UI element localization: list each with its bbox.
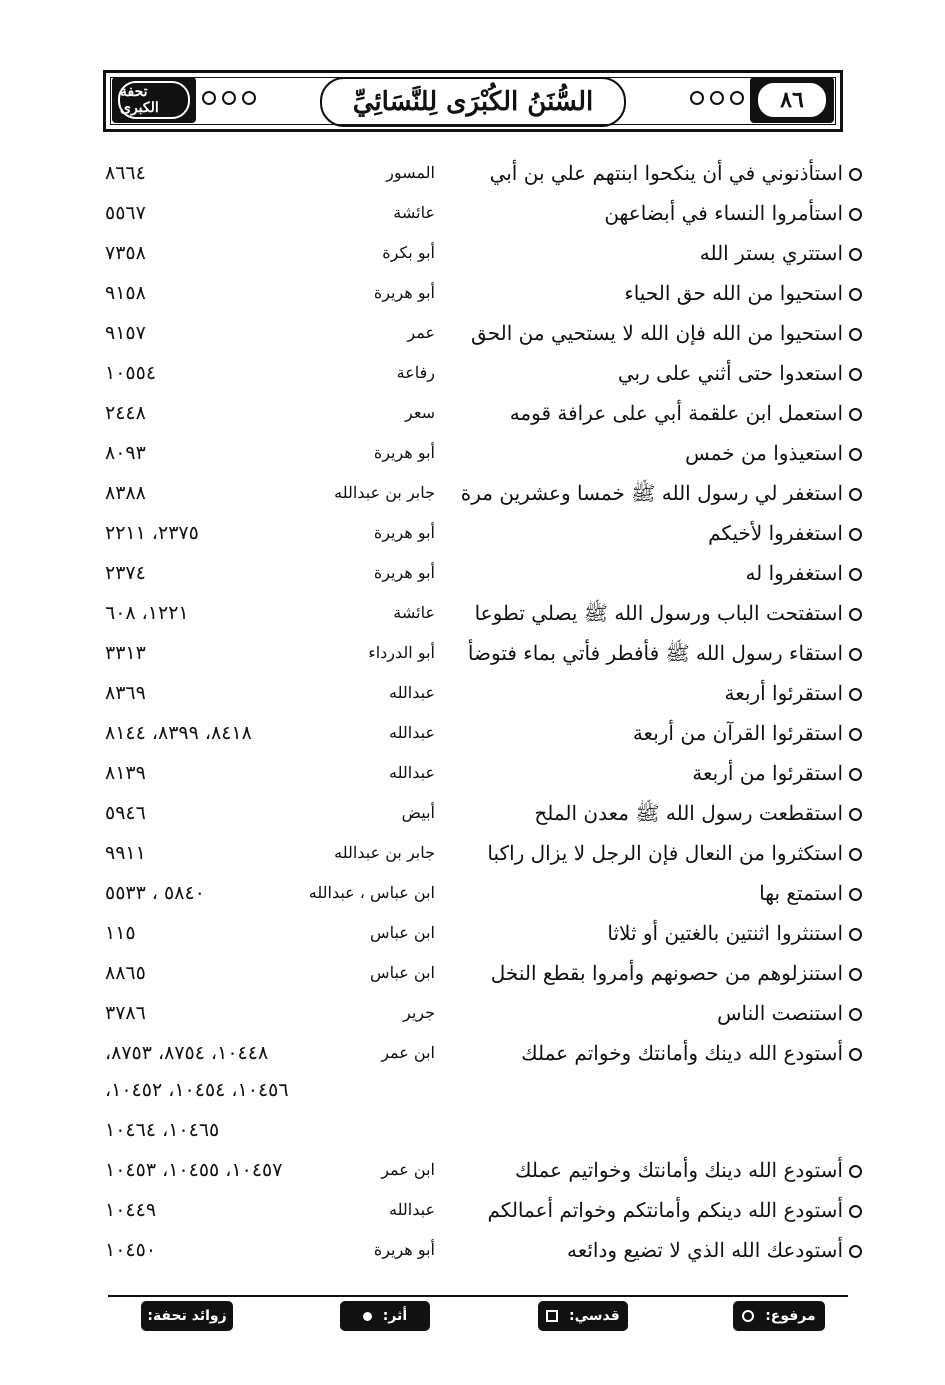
marfu-circle-icon xyxy=(849,728,862,741)
index-entry xyxy=(0,953,945,993)
reference-numbers: ٥٩٤٦ xyxy=(105,802,146,824)
asterisk-icon: ※ xyxy=(177,1338,191,1354)
index-entry xyxy=(0,393,945,433)
reference-numbers: ٩١٥٧ xyxy=(105,322,146,344)
reference-numbers: ٥٨٤٠ ، ٥٥٣٣ xyxy=(105,882,205,904)
index-entry xyxy=(0,913,945,953)
hadith-opening xyxy=(442,393,862,433)
hadith-opening xyxy=(442,633,862,673)
narrator-name: أبو الدرداء xyxy=(368,643,435,662)
hadith-text: استكثروا من النعال فإن الرجل لا يزال راكبا xyxy=(487,841,843,865)
reference-numbers-continued: ١٠٤٥٦، ١٠٤٥٤، ١٠٤٥٢، xyxy=(105,1079,289,1101)
hadith-opening xyxy=(442,793,862,833)
legend-marfu xyxy=(733,1301,825,1331)
hadith-opening xyxy=(442,153,862,193)
hadith-text: أستودعك الله الذي لا تضيع ودائعه xyxy=(566,1238,843,1262)
narrator-name: أبيض xyxy=(401,803,435,822)
hadith-opening xyxy=(442,753,862,793)
reference-numbers: ٨٣٦٩ xyxy=(105,682,146,704)
hadith-text: استنثروا اثنتين بالغتين أو ثلاثا xyxy=(607,921,843,945)
hadith-opening xyxy=(442,193,862,233)
legend-zawaid xyxy=(141,1301,233,1354)
marfu-circle-icon xyxy=(849,1205,862,1218)
hadith-opening xyxy=(442,1150,862,1190)
hadith-text: استقرئوا من أربعة xyxy=(692,761,843,785)
narrator-name: أبو هريرة xyxy=(373,523,435,542)
hadith-opening xyxy=(442,233,862,273)
marfu-circle-icon xyxy=(849,528,862,541)
filled-circle-icon xyxy=(363,1312,372,1321)
reference-numbers: ٨١٣٩ xyxy=(105,762,146,784)
narrator-name: سعر xyxy=(405,403,435,422)
legend-athar xyxy=(340,1301,430,1331)
book-title: السُّنَنُ الكُبْرَى لِلنَّسَائِيِّ xyxy=(320,77,626,127)
narrator-name: المسور xyxy=(386,163,435,182)
marfu-circle-icon xyxy=(849,168,862,181)
hadith-opening xyxy=(442,953,862,993)
reference-numbers: ٣٧٨٦ xyxy=(105,1002,146,1024)
hadith-opening xyxy=(442,913,862,953)
hadith-text: استعدوا حتى أثني على ربي xyxy=(617,361,843,385)
hadith-opening xyxy=(442,593,862,633)
index-entry xyxy=(0,633,945,673)
hadith-text: استقاء رسول الله ﷺ فأفطر فأتي بماء فتوضأ xyxy=(467,641,843,665)
hadith-opening xyxy=(442,1230,862,1270)
reference-numbers: ١٠٤٤٩ xyxy=(105,1199,157,1221)
hadith-opening xyxy=(442,1190,862,1230)
index-entry xyxy=(0,833,945,873)
index-entry xyxy=(0,753,945,793)
reference-numbers: ٢٤٤٨ xyxy=(105,402,146,424)
hollow-circle-icon xyxy=(742,1310,754,1322)
narrator-name: عائشة xyxy=(393,203,435,222)
hadith-text: استغفروا لأخيكم xyxy=(708,521,843,545)
narrator-name: جابر بن عبدالله xyxy=(334,843,435,862)
index-entry xyxy=(0,673,945,713)
hadith-text: استحيوا من الله حق الحياء xyxy=(624,281,843,305)
marfu-circle-icon xyxy=(849,288,862,301)
index-entry xyxy=(0,1230,945,1270)
narrator-name: جابر بن عبدالله xyxy=(334,483,435,502)
legend-marfu-label: مرفوع: xyxy=(765,1308,816,1324)
hadith-text: أستودع الله دينكم وأمانتكم وخواتم أعمالكم xyxy=(487,1198,843,1222)
reference-numbers: ٩١٥٨ xyxy=(105,282,146,304)
hadith-text: استمتع بها xyxy=(759,881,843,905)
hadith-opening xyxy=(442,433,862,473)
index-entry xyxy=(0,873,945,913)
marfu-circle-icon xyxy=(849,888,862,901)
narrator-name: ابن عباس xyxy=(370,963,435,982)
index-entry xyxy=(0,313,945,353)
hadith-opening xyxy=(442,353,862,393)
narrator-name: أبو هريرة xyxy=(373,443,435,462)
marfu-circle-icon xyxy=(849,608,862,621)
index-entry xyxy=(0,353,945,393)
legend-athar-label: أثر: xyxy=(382,1308,408,1324)
marfu-circle-icon xyxy=(849,1165,862,1178)
reference-numbers: ٨٣٨٨ xyxy=(105,482,146,504)
hadith-text: استقرئوا أربعة xyxy=(724,681,843,705)
reference-numbers: ١٠٤٥٧، ١٠٤٥٥، ١٠٤٥٣ xyxy=(105,1159,283,1181)
index-entry xyxy=(0,433,945,473)
marfu-circle-icon xyxy=(849,1245,862,1258)
narrator-name: ابن عباس ، عبدالله xyxy=(308,883,435,902)
hadith-text: استحيوا من الله فإن الله لا يستحيي من الحق xyxy=(471,321,843,345)
reference-numbers: ١٠٤٥٠ xyxy=(105,1239,157,1261)
index-entry xyxy=(0,473,945,513)
marfu-circle-icon xyxy=(849,968,862,981)
reference-numbers: ٨٠٩٣ xyxy=(105,442,146,464)
hadith-opening xyxy=(442,313,862,353)
hadith-opening xyxy=(442,673,862,713)
index-entry xyxy=(0,993,945,1033)
marfu-circle-icon xyxy=(849,568,862,581)
hadith-opening xyxy=(442,513,862,553)
reference-numbers: ١٠٤٤٨، ٨٧٥٤، ٨٧٥٣، xyxy=(105,1042,269,1064)
narrator-name: أبو هريرة xyxy=(373,563,435,582)
legend-qudsi-label: قدسي: xyxy=(569,1308,620,1324)
narrator-name: عمر xyxy=(407,323,435,342)
reference-numbers: ٢٣٧٥، ٢٢١١ xyxy=(105,522,199,544)
hadith-text: استعيذوا من خمس xyxy=(685,441,843,465)
narrator-name: ابن عمر xyxy=(381,1160,435,1179)
narrator-name: أبو هريرة xyxy=(373,283,435,302)
marfu-circle-icon xyxy=(849,768,862,781)
reference-numbers: ٥٥٦٧ xyxy=(105,202,146,224)
marfu-circle-icon xyxy=(849,848,862,861)
page-number: ٨٦ xyxy=(756,81,828,119)
marfu-circle-icon xyxy=(849,368,862,381)
index-entry xyxy=(0,153,945,193)
index-entry xyxy=(0,553,945,593)
narrator-name: ابن عباس xyxy=(370,923,435,942)
marfu-circle-icon xyxy=(849,688,862,701)
index-entry xyxy=(0,793,945,833)
footer-rule xyxy=(108,1295,848,1297)
reference-numbers: ١١٥ xyxy=(105,922,136,944)
index-entry xyxy=(0,233,945,273)
hadith-text: استفتحت الباب ورسول الله ﷺ يصلي تطوعا xyxy=(474,601,843,625)
marfu-circle-icon xyxy=(849,1048,862,1061)
hadith-opening xyxy=(442,873,862,913)
hadith-opening xyxy=(442,993,862,1033)
marfu-circle-icon xyxy=(849,208,862,221)
index-entry xyxy=(0,593,945,633)
hadith-opening xyxy=(442,273,862,313)
reference-numbers: ١٠٥٥٤ xyxy=(105,362,157,384)
index-entry xyxy=(0,1190,945,1230)
hadith-text: استأذنوني في أن ينكحوا ابنتهم علي بن أبي xyxy=(489,161,843,185)
index-entry xyxy=(0,513,945,553)
marfu-circle-icon xyxy=(849,448,862,461)
hadith-text: استقرئوا القرآن من أربعة xyxy=(632,721,843,745)
hadith-text: أستودع الله دينك وأمانتك وخواتم عملك xyxy=(521,1041,843,1065)
book-emblem-label: تحفة الكبرى xyxy=(118,81,190,119)
narrator-name: ابن عمر xyxy=(381,1043,435,1062)
narrator-name: عبدالله xyxy=(389,763,435,782)
hadith-opening xyxy=(442,1033,862,1073)
reference-numbers: ٨٦٦٤ xyxy=(105,162,146,184)
hadith-opening xyxy=(442,833,862,873)
marfu-circle-icon xyxy=(849,928,862,941)
narrator-name: عائشة xyxy=(393,603,435,622)
index-entry xyxy=(0,193,945,233)
hadith-opening xyxy=(442,553,862,593)
index-entry xyxy=(0,1150,945,1190)
narrator-name: أبو بكرة xyxy=(382,243,435,262)
marfu-circle-icon xyxy=(849,328,862,341)
hadith-opening xyxy=(442,713,862,753)
marfu-circle-icon xyxy=(849,808,862,821)
hadith-opening xyxy=(442,473,862,513)
narrator-name: رفاعة xyxy=(396,363,435,382)
hadith-text: استأمروا النساء في أبضاعهن xyxy=(604,201,843,225)
legend-qudsi xyxy=(538,1301,628,1331)
narrator-name: عبدالله xyxy=(389,1200,435,1219)
reference-numbers: ١٢٢١، ٦٠٨ xyxy=(105,602,189,624)
reference-numbers: ٣٣١٣ xyxy=(105,642,146,664)
reference-numbers: ٨٨٦٥ xyxy=(105,962,146,984)
narrator-name: جرير xyxy=(403,1003,435,1022)
hadith-text: استغفر لي رسول الله ﷺ خمسا وعشرين مرة xyxy=(460,481,843,505)
marfu-circle-icon xyxy=(849,248,862,261)
marfu-circle-icon xyxy=(849,408,862,421)
narrator-name: أبو هريرة xyxy=(373,1240,435,1259)
narrator-name: عبدالله xyxy=(389,683,435,702)
hollow-square-icon xyxy=(546,1310,558,1322)
hadith-text: استغفروا له xyxy=(745,561,843,585)
reference-numbers: ٢٣٧٤ xyxy=(105,562,146,584)
index-entry xyxy=(0,273,945,313)
legend-zawaid-label: زوائد تحفة: xyxy=(147,1308,227,1324)
narrator-name: عبدالله xyxy=(389,723,435,742)
marfu-circle-icon xyxy=(849,488,862,501)
hadith-text: استنصت الناس xyxy=(717,1001,843,1025)
marfu-circle-icon xyxy=(849,648,862,661)
reference-numbers-continued: ١٠٤٦٥، ١٠٤٦٤ xyxy=(105,1119,220,1141)
index-entry xyxy=(0,713,945,753)
hadith-text: أستودع الله دينك وأمانتك وخواتيم عملك xyxy=(515,1158,843,1182)
hadith-text: استقطعت رسول الله ﷺ معدن الملح xyxy=(534,801,843,825)
reference-numbers: ٧٣٥٨ xyxy=(105,242,146,264)
reference-numbers: ٩٩١١ xyxy=(105,842,146,864)
hadith-text: استتري بستر الله xyxy=(699,241,843,265)
reference-numbers: ٨٤١٨، ٨٣٩٩، ٨١٤٤ xyxy=(105,722,252,744)
hadith-text: استنزلوهم من حصونهم وأمروا بقطع النخل xyxy=(490,961,843,985)
marfu-circle-icon xyxy=(849,1008,862,1021)
hadith-text: استعمل ابن علقمة أبي على عرافة قومه xyxy=(509,401,843,425)
index-entry xyxy=(0,1033,945,1073)
